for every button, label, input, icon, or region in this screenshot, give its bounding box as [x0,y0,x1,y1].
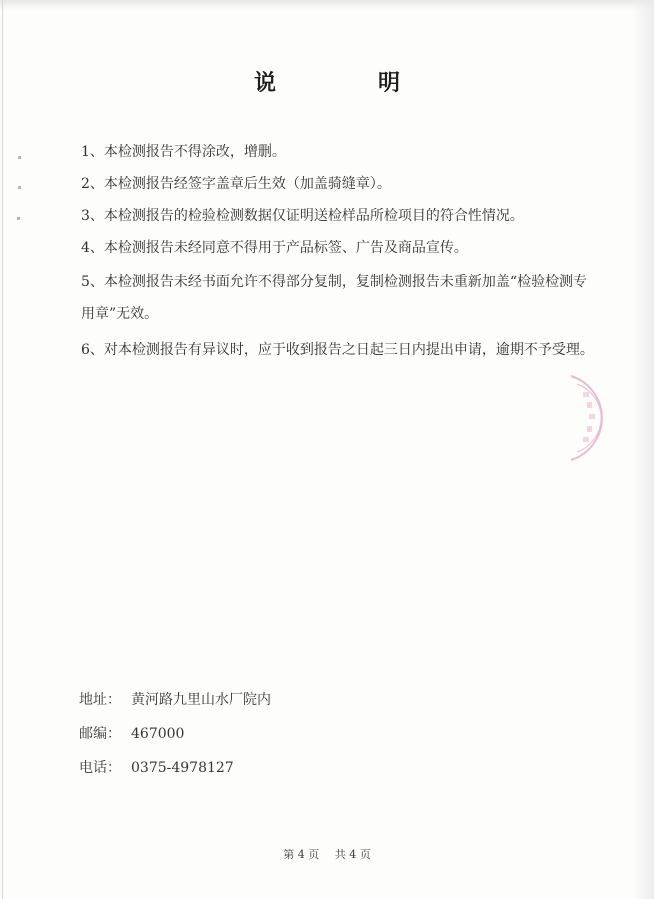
postcode-value: 467000 [131,726,185,742]
page-total: 共 4 页 [334,848,371,861]
scan-edge-top [0,0,654,10]
scan-mark [18,186,21,189]
address-value: 黄河路九里山水厂院内 [131,692,271,708]
scan-edge-left [2,0,3,899]
address-label: 地址： [79,692,121,708]
note-item-3: 3、本检测报告的检验检测数据仅证明送检样品所检项目的符合性情况。 [81,208,524,224]
scan-mark [17,217,20,220]
note-item-4: 4、本检测报告未经同意不得用于产品标签、广告及商品宣传。 [81,240,468,256]
note-item-5: 5、本检测报告未经书面允许不得部分复制，复制检测报告未重新加盖“检验检测专用章”无效。 [81,274,588,322]
note-item-1: 1、本检测报告不得涂改，增删。 [81,144,286,160]
page-number: 第 4 页 [283,848,320,861]
scan-mark [18,156,21,159]
page-title: 说 明 [253,70,440,96]
postcode-line [79,724,184,744]
note-item-2: 2、本检测报告经签字盖章后生效（加盖骑缝章）。 [81,176,391,192]
page-footer [0,846,654,862]
note-item-6: 6、对本检测报告有异议时，应于收到报告之日起三日内提出申请，逾期不予受理。 [81,342,594,358]
phone-value: 0375-4978127 [131,760,234,776]
address-line [79,690,271,710]
postcode-label: 邮编： [79,726,121,742]
seal-stamp-fragment [563,370,643,466]
phone-label: 电话： [79,760,121,776]
phone-line [79,758,234,778]
